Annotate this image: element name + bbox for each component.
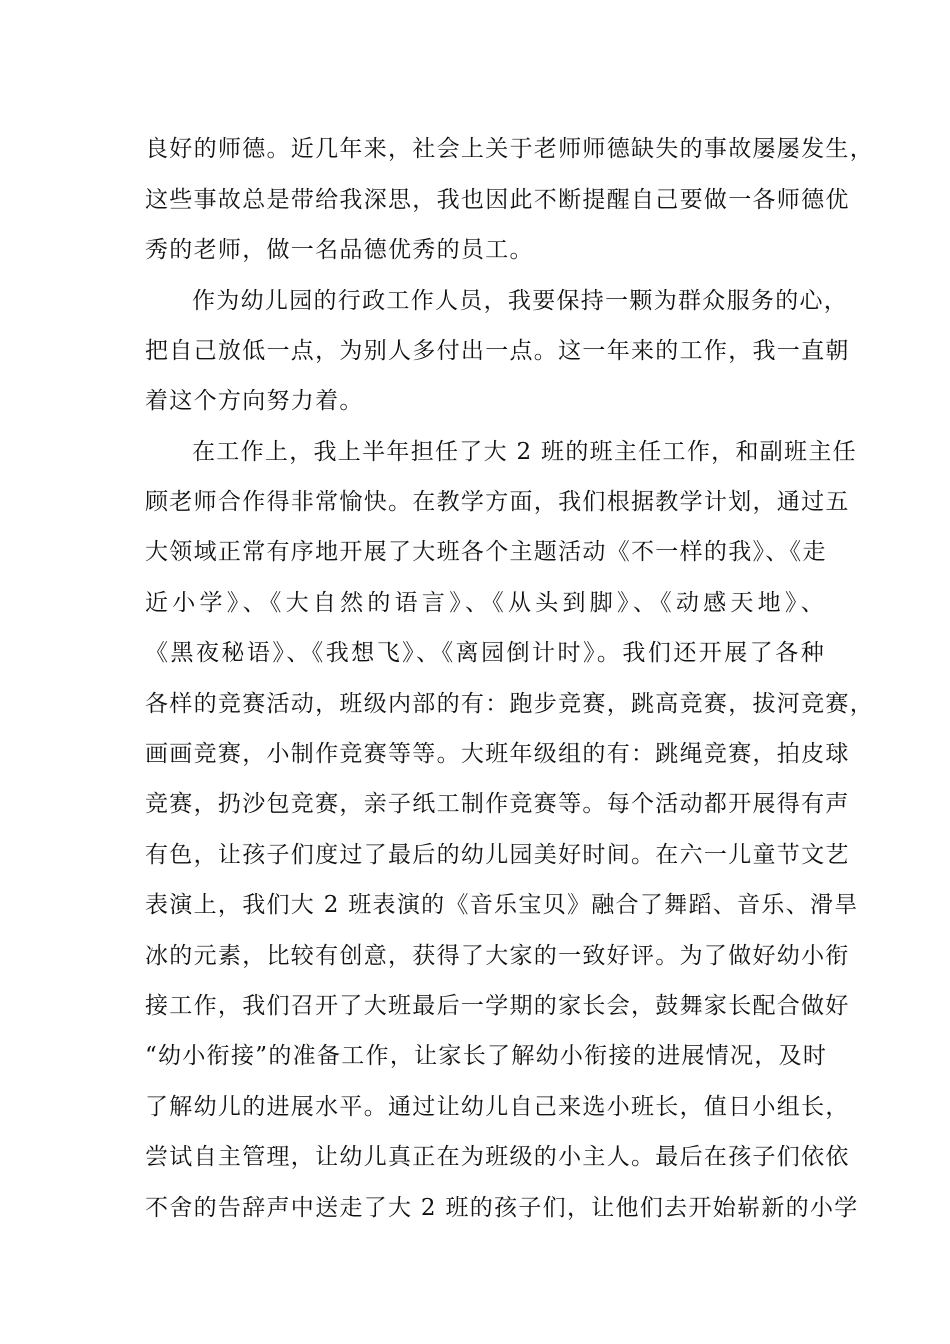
text-line: “幼小衔接”的准备工作，让家长了解幼小衔接的进展情况，及时 (145, 1043, 828, 1069)
text-line: 作为幼儿园的行政工作人员，我要保持一颗为群众服务的心， (192, 288, 849, 314)
text-line: 有色，让孩子们度过了最后的幼儿园美好时间。在六一儿童节文艺 (145, 842, 850, 868)
text-line: 冰的元素，比较有创意，获得了大家的一致好评。为了做好幼小衔 (145, 943, 850, 969)
text-line: 近小学》、《大自然的语言》、《从头到脚》、《动感天地》、 (145, 590, 825, 616)
text-line: 接工作，我们召开了大班最后一学期的家长会，鼓舞家长配合做好 (145, 993, 850, 1019)
text-line: 这些事故总是带给我深思，我也因此不断提醒自己要做一各师德优 (145, 187, 850, 213)
text-line: 表演上，我们大 2 班表演的《音乐宝贝》融合了舞蹈、音乐、滑旱 (145, 892, 859, 918)
text-line: 尝试自主管理，让幼儿真正在为班级的小主人。最后在孩子们依依 (145, 1144, 850, 1170)
text-line: 《黑夜秘语》、《我想飞》、《离园倒计时》。我们还开展了各种 (145, 640, 825, 666)
text-line: 良好的师德。近几年来，社会上关于老师师德缺失的事故屡屡发生， (145, 136, 874, 162)
text-line: 不舍的告辞声中送走了大 2 班的孩子们，让他们去开始崭新的小学 (145, 1195, 859, 1221)
text-line: 在工作上，我上半年担任了大 2 班的班主任工作，和副班主任 (192, 439, 857, 465)
text-line: 秀的老师，做一名品德优秀的员工。 (145, 237, 534, 263)
text-line: 各样的竞赛活动，班级内部的有：跑步竞赛，跳高竞赛，拔河竞赛， (145, 691, 874, 717)
text-line: 画画竞赛，小制作竞赛等等。大班年级组的有：跳绳竞赛，拍皮球 (145, 741, 850, 767)
text-line: 把自己放低一点，为别人多付出一点。这一年来的工作，我一直朝 (145, 338, 850, 364)
text-line: 大领域正常有序地开展了大班各个主题活动《不一样的我》、《走 (145, 539, 827, 565)
text-line: 竞赛，扔沙包竞赛，亲子纸工制作竞赛等。每个活动都开展得有声 (145, 791, 850, 817)
text-line: 了解幼儿的进展水平。通过让幼儿自己来选小班长，值日小组长， (145, 1094, 850, 1120)
text-line: 着这个方向努力着。 (145, 388, 364, 414)
text-line: 顾老师合作得非常愉快。在教学方面，我们根据教学计划，通过五 (145, 489, 850, 515)
